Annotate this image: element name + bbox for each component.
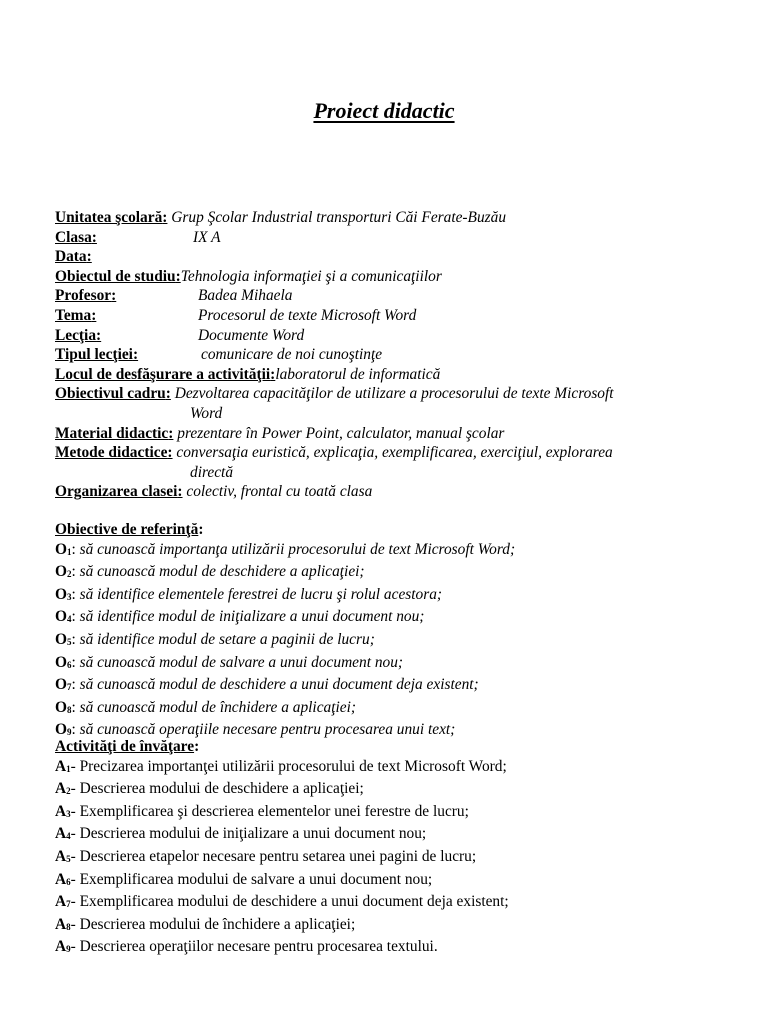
activity-key xyxy=(55,758,71,775)
activity-letter: A xyxy=(55,757,67,775)
info-value-continuation: Word xyxy=(190,404,223,422)
info-label: Obiectul de studiu xyxy=(55,267,176,285)
activity-letter: A xyxy=(55,893,67,911)
info-separator: : xyxy=(167,444,173,462)
activity-item: $A_5-$ Descrierea etapelor necesare pentru setarea unei pagini de lucru; xyxy=(55,847,477,865)
objectives-heading-colon: : xyxy=(198,521,204,538)
activity-text: Exemplificarea şi descrierea elementelor unei ferestre de lucru; xyxy=(79,802,469,820)
activities-list xyxy=(55,757,735,960)
info-value: Procesorul de texte Microsoft Word xyxy=(198,306,417,324)
objective-key xyxy=(55,608,71,625)
info-label: Unitatea şcolară xyxy=(55,209,163,226)
objective-key xyxy=(55,699,71,716)
info-separator: : xyxy=(91,228,97,246)
info-row xyxy=(55,306,735,326)
objective-item: $O_5$: să identifice modul de setare a paginii de lucru; xyxy=(55,630,375,648)
activity-item: $A_9-$ Descrierea operaţiilor necesare pentru procesarea textului. xyxy=(55,938,438,956)
objective-text: să cunoască operaţiile necesare pentru procesarea unui text; xyxy=(79,721,456,739)
activity-text: Descrierea modului de închidere a aplicaţiei; xyxy=(79,915,356,933)
info-separator: : xyxy=(91,306,97,324)
info-label: Lecţia xyxy=(55,326,97,344)
activity-number: 5 xyxy=(66,853,71,864)
info-label: Obiectivul cadru xyxy=(55,385,166,403)
objective-item: $O_7$: să cunoască modul de deschidere a unui document deja existent; xyxy=(55,676,479,694)
objectives-heading: Obiective de referinţă xyxy=(55,521,199,538)
activity-text: Descrierea etapelor necesare pentru setarea unei pagini de lucru; xyxy=(79,847,477,865)
objective-text: să identifice modul de setare a paginii de lucru; xyxy=(79,630,375,648)
activity-item: $A_1-$ Precizarea importanţei utilizării procesorului de text Microsoft Word; xyxy=(55,757,507,775)
activity-number: 4 xyxy=(66,831,71,842)
objective-text: să cunoască modul de închidere a aplicaţiei; xyxy=(79,698,357,716)
objective-text: să cunoască importanţa utilizării procesorului de text Microsoft Word; xyxy=(79,540,516,558)
activity-number: 7 xyxy=(66,899,71,910)
objective-number: 3 xyxy=(66,591,72,602)
objective-letter: O xyxy=(55,608,67,626)
activity-item: $A_3-$ Exemplificarea şi descrierea elementelor unei ferestre de lucru; xyxy=(55,802,469,820)
info-value: Tehnologia informaţiei şi a comunicaţiilor xyxy=(180,267,442,285)
activity-key xyxy=(55,803,71,820)
objective-key xyxy=(55,676,71,693)
info-separator: : xyxy=(168,424,174,442)
activity-key xyxy=(55,893,71,910)
page-title: Proiect didactic xyxy=(313,98,455,123)
info-separator: : xyxy=(165,385,171,403)
info-label: Locul de desfăşurare a activităţii xyxy=(55,365,271,383)
info-label: Tipul lecţiei xyxy=(55,346,133,364)
info-separator: : xyxy=(177,483,183,501)
objective-item: $O_2$: să cunoască modul de deschidere a aplicaţiei; xyxy=(55,563,365,581)
activity-item: $A_8-$ Descrierea modului de închidere a aplicaţiei; xyxy=(55,915,356,933)
activity-text: Exemplificarea modului de salvare a unui document nou; xyxy=(79,870,433,888)
objective-letter: O xyxy=(55,721,67,739)
activity-item: $A_2-$ Descrierea modului de deschidere a aplicaţiei; xyxy=(55,780,364,798)
info-value: IX A xyxy=(193,228,221,246)
info-separator: : xyxy=(132,346,139,364)
activities-heading-line xyxy=(55,737,735,757)
lesson-info xyxy=(55,208,735,502)
info-separator: : xyxy=(111,287,117,305)
objective-key xyxy=(55,541,71,558)
activity-number: 9 xyxy=(66,944,71,955)
info-separator: : xyxy=(96,326,102,344)
info-row xyxy=(55,482,735,502)
activity-text: Descrierea operaţiilor necesare pentru procesarea textului. xyxy=(79,938,438,956)
activity-letter: A xyxy=(55,847,67,865)
objectives-section xyxy=(55,520,735,743)
activity-number: 6 xyxy=(66,876,71,887)
info-label: Clasa xyxy=(55,228,92,246)
activity-letter: A xyxy=(55,825,67,843)
objective-key xyxy=(55,721,71,738)
objective-text: să identifice modul de iniţializare a unui document nou; xyxy=(79,608,425,626)
info-value: conversaţia euristică, explicaţia, exemplificarea, exerciţiul, explorarea xyxy=(172,444,613,462)
info-row xyxy=(55,208,735,228)
info-value: comunicare de noi cunoştinţe xyxy=(201,346,383,364)
activities-heading: Activităţi de învăţare xyxy=(55,738,195,755)
activity-letter: A xyxy=(55,870,67,888)
objective-item: $O_1$: să cunoască importanţa utilizării procesorului de text Microsoft Word; xyxy=(55,540,516,558)
activity-key xyxy=(55,780,71,797)
activity-number: 8 xyxy=(66,921,71,932)
info-separator: : xyxy=(86,248,92,266)
objective-number: 6 xyxy=(66,659,72,670)
info-value: prezentare în Power Point, calculator, manual şcolar xyxy=(173,424,505,442)
activity-key xyxy=(55,871,71,888)
objective-number: 8 xyxy=(66,704,72,715)
objective-letter: O xyxy=(55,630,67,648)
activity-text: Descrierea modului de deschidere a aplicaţiei; xyxy=(79,780,364,798)
info-row xyxy=(55,286,735,306)
objective-text: să cunoască modul de salvare a unui document nou; xyxy=(79,653,404,671)
activity-key xyxy=(55,848,71,865)
objective-letter: O xyxy=(55,585,67,603)
objective-item: $O_4$: să identifice modul de iniţializare a unui document nou; xyxy=(55,608,425,626)
objective-number: 1 xyxy=(66,546,72,557)
activity-key xyxy=(55,825,71,842)
objective-key xyxy=(55,654,71,671)
objective-text: să cunoască modul de deschidere a aplicaţiei; xyxy=(79,563,365,581)
objective-item: $O_8$: să cunoască modul de închidere a aplicaţiei; xyxy=(55,698,357,716)
activity-item: $A_4-$ Descrierea modului de iniţializare a unui document nou; xyxy=(55,825,427,843)
info-separator: : xyxy=(270,365,276,383)
activity-letter: A xyxy=(55,915,67,933)
activity-key xyxy=(55,916,71,933)
activity-item: $A_7-$ Exemplificarea modului de deschidere a unui document deja existent; xyxy=(55,893,509,911)
activity-text: Precizarea importanţei utilizării procesorului de text Microsoft Word; xyxy=(79,757,507,775)
info-separator: : xyxy=(162,209,168,226)
info-separator: : xyxy=(175,267,181,285)
objective-letter: O xyxy=(55,563,67,581)
activity-letter: A xyxy=(55,780,67,798)
info-value: Grup Şcolar Industrial transporturi Căi Ferate-Buzău xyxy=(167,209,507,226)
objective-number: 2 xyxy=(66,569,72,580)
info-row xyxy=(55,443,735,463)
objective-letter: O xyxy=(55,653,67,671)
activity-text: Descrierea modului de iniţializare a unui document nou; xyxy=(79,825,427,843)
objectives-heading-line xyxy=(55,520,735,540)
objectives-list xyxy=(55,540,735,743)
info-row xyxy=(55,326,735,346)
activity-number: 1 xyxy=(66,763,71,774)
activity-number: 3 xyxy=(66,808,71,819)
objective-text: să identifice elementele ferestrei de lucru şi rolul acestora; xyxy=(79,585,443,603)
info-value: laboratorul de informatică xyxy=(275,365,441,383)
objective-key xyxy=(55,586,71,603)
info-label: Material didactic xyxy=(55,424,169,442)
activity-letter: A xyxy=(55,802,67,820)
info-value: Dezvoltarea capacităţilor de utilizare a procesorului de texte Microsoft xyxy=(170,385,614,403)
activity-item: $A_6-$ Exemplificarea modului de salvare a unui document nou; xyxy=(55,870,433,888)
objective-letter: O xyxy=(55,540,67,558)
objective-key xyxy=(55,631,71,648)
info-value: colectiv, frontal cu toată clasa xyxy=(182,483,373,501)
activity-text: Exemplificarea modului de deschidere a unui document deja existent; xyxy=(79,893,509,911)
objective-item: $O_9$: să cunoască operaţiile necesare pentru procesarea unui text; xyxy=(55,721,456,739)
objective-letter: O xyxy=(55,698,67,716)
info-value-continuation: directă xyxy=(190,463,234,481)
activity-key xyxy=(55,938,71,955)
info-label: Organizarea clasei xyxy=(55,483,178,501)
objective-item: $O_3$: să identifice elementele ferestrei de lucru şi rolul acestora; xyxy=(55,585,443,603)
activities-section xyxy=(55,737,735,960)
info-value: Badea Mihaela xyxy=(198,287,293,305)
objective-text: să cunoască modul de deschidere a unui document deja existent; xyxy=(79,676,479,694)
objective-number: 7 xyxy=(66,682,72,693)
objective-number: 4 xyxy=(66,614,72,625)
activity-letter: A xyxy=(55,938,67,956)
info-row xyxy=(55,267,735,287)
activities-heading-colon: : xyxy=(194,738,200,755)
objective-number: 5 xyxy=(66,636,72,647)
info-label: Data xyxy=(55,248,87,266)
info-row xyxy=(55,247,735,267)
info-row xyxy=(55,345,735,365)
objective-item: $O_6$: să cunoască modul de salvare a unui document nou; xyxy=(55,653,404,671)
info-row xyxy=(55,424,735,444)
info-value: Documente Word xyxy=(198,326,305,344)
info-row xyxy=(55,384,735,404)
info-row xyxy=(55,228,735,248)
objective-number: 9 xyxy=(66,727,72,738)
objective-key xyxy=(55,563,71,580)
info-label: Metode didactice xyxy=(55,444,168,462)
activity-number: 2 xyxy=(66,786,71,797)
info-row xyxy=(55,365,735,385)
info-label: Tema xyxy=(55,306,92,324)
objective-letter: O xyxy=(55,676,67,694)
info-label: Profesor xyxy=(55,287,112,305)
